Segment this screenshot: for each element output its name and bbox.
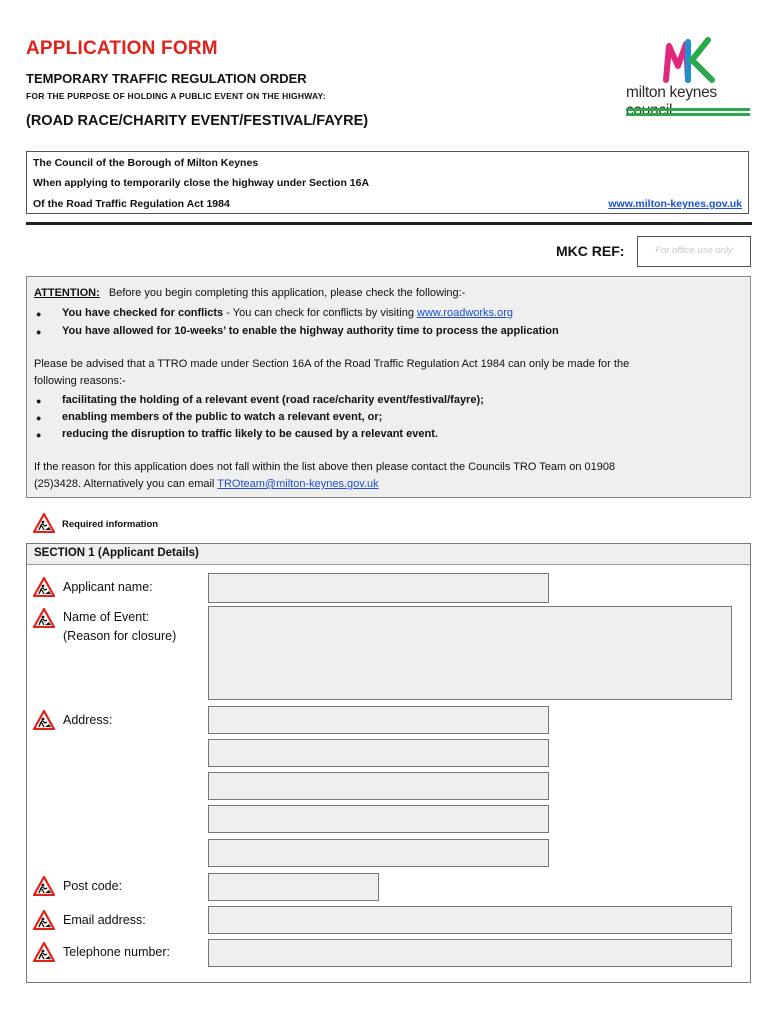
bullet-icon: ● xyxy=(36,430,42,440)
post-code-label: Post code: xyxy=(63,879,123,893)
form-subtitle: TEMPORARY TRAFFIC REGULATION ORDER xyxy=(26,71,307,86)
required-note: Required information xyxy=(62,519,159,530)
event-name-label: Name of Event: xyxy=(63,610,150,624)
form-title: APPLICATION FORM xyxy=(26,38,218,59)
roadworks-warning-icon xyxy=(33,577,55,597)
contact-text: If the reason for this application does not fall within the list above then please contact the Councils TRO Team on 01908 xyxy=(34,461,616,473)
event-types-heading: (ROAD RACE/CHARITY EVENT/FESTIVAL/FAYRE) xyxy=(26,113,369,129)
check-item xyxy=(62,325,559,337)
mk-logo-mark-icon xyxy=(622,36,752,84)
email-label: Email address: xyxy=(63,913,146,927)
attention-panel xyxy=(26,276,751,498)
reason-item: facilitating the holding of a relevant event (road race/charity event/festival/fayre); xyxy=(62,394,484,406)
applicant-name-label: Applicant name: xyxy=(63,580,153,594)
advised-text: Please be advised that a TTRO made under Section 16A of the Road Traffic Regulation Act 1984 can only be made for the xyxy=(34,358,630,370)
address-label: Address: xyxy=(63,713,113,727)
logo-underline xyxy=(626,113,750,116)
bullet-icon: ● xyxy=(36,413,42,423)
telephone-label: Telephone number: xyxy=(63,945,171,959)
roadworks-warning-icon xyxy=(33,710,55,730)
reason-item: enabling members of the public to watch a relevant event, or; xyxy=(62,411,383,423)
council-line: The Council of the Borough of Milton Keynes xyxy=(33,157,259,169)
council-line: Of the Road Traffic Regulation Act 1984 xyxy=(33,198,230,210)
roadworks-warning-icon xyxy=(33,942,55,962)
milton-keynes-logo xyxy=(622,36,752,122)
address-line-4-input[interactable] xyxy=(208,805,549,833)
advised-text: following reasons:- xyxy=(34,375,126,387)
section-1 xyxy=(26,543,751,983)
attention-label: ATTENTION: xyxy=(34,287,100,299)
attention-intro-text: Before you begin completing this application, please check the following:- xyxy=(108,287,466,299)
contact-text-part: (25)3428. Alternatively you can email xyxy=(34,478,218,490)
address-line-1-input[interactable] xyxy=(208,706,549,734)
mkc-ref-label: MKC REF: xyxy=(556,243,625,259)
council-info-box xyxy=(26,151,749,214)
reason-item: reducing the disruption to traffic likely to be caused by a relevant event. xyxy=(62,428,438,440)
check-bold: You have allowed for 10-weeks’ to enable the highway authority time to process the application xyxy=(62,325,559,337)
contact-text xyxy=(34,478,379,490)
roadworks-warning-icon xyxy=(33,876,55,896)
check-item xyxy=(62,307,513,319)
bullet-icon: ● xyxy=(36,327,42,337)
check-bold: You have checked for conflicts xyxy=(62,307,224,319)
applicant-name-input[interactable] xyxy=(208,573,549,603)
telephone-input[interactable] xyxy=(208,939,732,967)
tro-email-link[interactable]: TROteam@milton-keynes.gov.uk xyxy=(217,478,379,490)
council-line: When applying to temporarily close the highway under Section 16A xyxy=(33,177,370,189)
roadworks-warning-icon xyxy=(33,608,55,628)
divider xyxy=(26,222,752,225)
section-title: SECTION 1 (Applicant Details) xyxy=(34,547,199,559)
address-line-3-input[interactable] xyxy=(208,772,549,800)
form-purpose: FOR THE PURPOSE OF HOLDING A PUBLIC EVENT ON THE HIGHWAY: xyxy=(26,91,326,101)
event-name-textarea[interactable] xyxy=(208,606,732,700)
address-line-2-input[interactable] xyxy=(208,739,549,767)
bullet-icon: ● xyxy=(36,396,42,406)
roadworks-warning-icon xyxy=(33,910,55,930)
attention-intro xyxy=(34,287,465,299)
section-header xyxy=(27,544,750,565)
check-rest: - You can check for conflicts by visiting xyxy=(223,307,418,319)
logo-text: milton keynes xyxy=(626,84,717,101)
roadworks-link[interactable]: www.roadworks.org xyxy=(417,307,513,319)
council-website-link[interactable]: www.milton-keynes.gov.uk xyxy=(608,198,742,210)
email-input[interactable] xyxy=(208,906,732,934)
logo-underline xyxy=(626,108,750,111)
post-code-input[interactable] xyxy=(208,873,379,901)
address-line-5-input[interactable] xyxy=(208,839,549,867)
roadworks-warning-icon xyxy=(33,513,55,533)
event-reason-label: (Reason for closure) xyxy=(63,629,177,643)
mkc-ref-field[interactable]: For office use only xyxy=(637,236,751,267)
bullet-icon: ● xyxy=(36,309,42,319)
